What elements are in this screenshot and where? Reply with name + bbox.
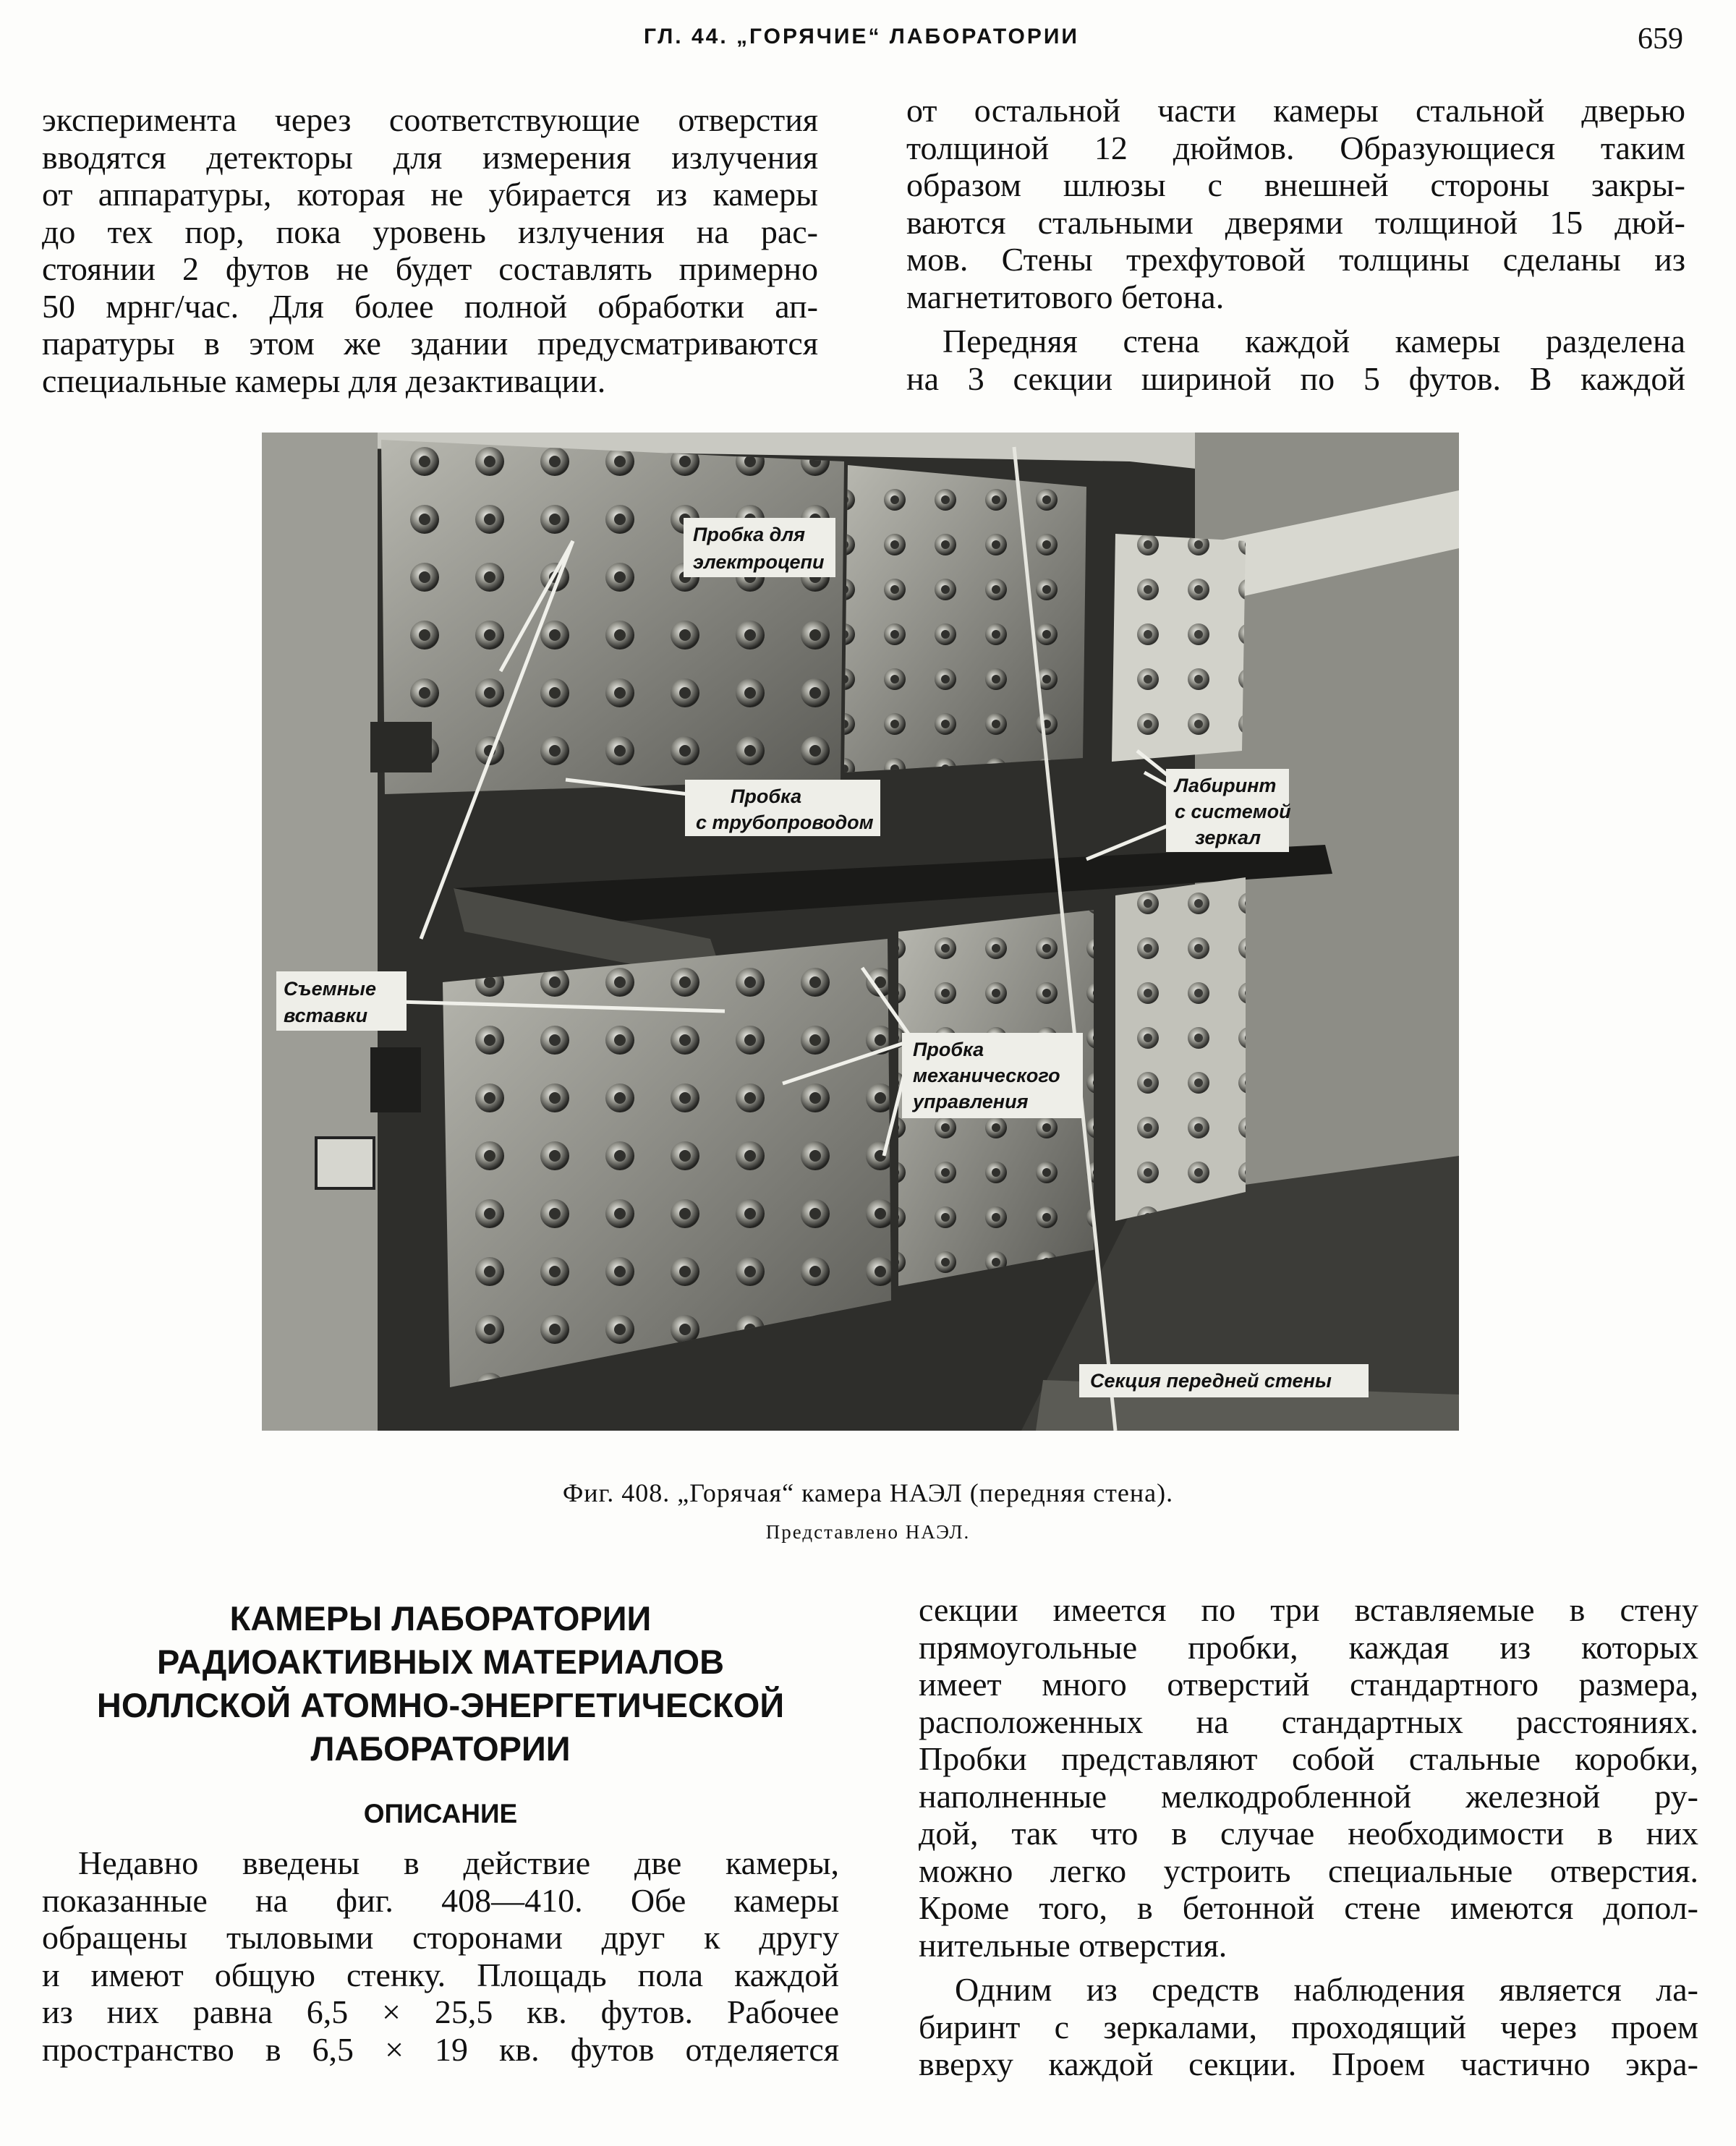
text-line: Кроме того, в бетонной стене имеются допол-	[919, 1889, 1698, 1926]
text-line: Пробки представляют собой стальные коробки,	[919, 1740, 1698, 1777]
text-line: вводятся детекторы для измерения излучения	[42, 138, 818, 176]
text-line: нительные отверстия.	[919, 1926, 1227, 1964]
text-line: пространство в 6,5 × 19 кв. футов отделяется	[42, 2030, 839, 2068]
text-line: Недавно введены в действие две камеры,	[78, 1844, 839, 1881]
text-column-bottom-left	[42, 1844, 839, 2068]
figure-credit: Представлено НАЭЛ.	[765, 1521, 971, 1543]
section-title	[42, 1597, 839, 1771]
text-line: можно легко устроить специальные отверстия.	[919, 1852, 1698, 1889]
text-line: Одним из средств наблюдения является ла-	[955, 1971, 1698, 2008]
section-title-line: КАМЕРЫ ЛАБОРАТОРИИ	[229, 1599, 652, 1638]
text-line: паратуры в этом же здании предусматриваются	[42, 325, 818, 362]
text-column-top-left	[42, 101, 818, 399]
text-line: биринт с зеркалами, проходящий через проем	[919, 2008, 1698, 2045]
text-line: расположенных на стандартных расстояниях.	[919, 1703, 1698, 1740]
text-line: прямоугольные пробки, каждая из которых	[919, 1628, 1698, 1666]
callout-labyrinth: Лабиринт	[1175, 775, 1277, 796]
text-line: Передняя стена каждой камеры разделена	[943, 323, 1685, 359]
text-line: обращены тыловыми сторонами друг к другу	[42, 1919, 839, 1956]
text-line: показанные на фиг. 408—410. Обе камеры	[42, 1881, 839, 1919]
figure-caption: Фиг. 408. „Горячая“ камера НАЭЛ (передняя стена).	[562, 1478, 1174, 1507]
callout-inserts: вставки	[284, 1005, 368, 1026]
text-line: и имеют общую стенку. Площадь пола каждой	[42, 1956, 839, 1993]
callout-mechanical: механического	[913, 1065, 1060, 1086]
text-line: толщиной 12 дюймов. Образующиеся таким	[906, 129, 1685, 166]
page-number: 659	[1638, 22, 1683, 56]
text-line: секции имеется по три вставляемые в стену	[919, 1591, 1698, 1628]
text-column-top-right	[906, 92, 1685, 397]
callout-section: Секция передней стены	[1090, 1370, 1332, 1392]
callout-labyrinth: зеркал	[1195, 827, 1261, 848]
callout-mechanical: Пробка	[913, 1039, 984, 1060]
callout-probe-circuit: Пробка для	[693, 524, 806, 545]
running-head: ГЛ. 44. „ГОРЯЧИЕ“ ЛАБОРАТОРИИ	[644, 25, 1079, 48]
text-line: наполненные мелкодробленной железной ру-	[919, 1777, 1698, 1815]
text-line: магнетитового бетона.	[906, 278, 1225, 315]
section-title-line: РАДИОАКТИВНЫХ МАТЕРИАЛОВ	[156, 1643, 725, 1681]
text-line: мов. Стены трехфутовой толщины сделаны из	[906, 241, 1685, 278]
text-line: на 3 секции шириной по 5 футов. В каждой	[906, 359, 1685, 397]
callout-mechanical: управления	[913, 1091, 1029, 1112]
text-line: эксперимента через соответствующие отверстия	[42, 101, 818, 138]
figure-photo	[262, 433, 1459, 1431]
text-line: ваются стальными дверями толщиной 15 дюй-	[906, 203, 1685, 241]
section-title-line: ЛАБОРАТОРИИ	[310, 1729, 571, 1768]
text-line: из них равна 6,5 × 25,5 кв. футов. Рабочее	[42, 1993, 839, 2030]
callout-labyrinth: с системой	[1175, 801, 1291, 822]
text-line: дой, так что в случае необходимости в них	[919, 1815, 1698, 1852]
text-line: до тех пор, пока уровень излучения на рас-	[42, 213, 818, 250]
callout-probe-pipe: Пробка	[731, 785, 802, 807]
callout-inserts: Съемные	[284, 978, 376, 1000]
text-line: стоянии 2 футов не будет составлять примерно	[42, 250, 818, 287]
subsection-title: ОПИСАНИЕ	[363, 1799, 518, 1828]
text-line: специальные камеры для дезактивации.	[42, 362, 606, 399]
text-line: образом шлюзы с внешней стороны закры-	[906, 166, 1685, 203]
text-line: 50 мрнг/час. Для более полной обработки ап-	[42, 287, 818, 325]
section-title-line: НОЛЛСКОЙ АТОМНО-ЭНЕРГЕТИЧЕСКОЙ	[96, 1686, 785, 1724]
text-line: вверху каждой секции. Проем частично экра-	[919, 2045, 1698, 2082]
callout-probe-circuit: электроцепи	[693, 551, 825, 573]
text-line: от аппаратуры, которая не убирается из камеры	[42, 176, 818, 213]
text-line: имеет много отверстий стандартного размера,	[919, 1666, 1698, 1703]
text-line: от остальной части камеры стальной дверью	[906, 92, 1685, 129]
callout-probe-pipe: с трубопроводом	[696, 812, 874, 833]
text-column-bottom-right	[919, 1591, 1698, 2083]
